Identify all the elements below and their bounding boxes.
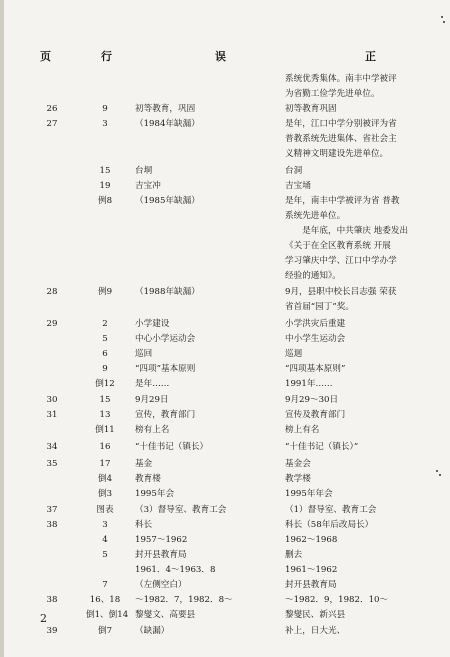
cell-correct: 是年，江口中学分别被评为省 bbox=[285, 119, 397, 129]
cell-error: 榜有上名 bbox=[135, 425, 170, 435]
table-row bbox=[0, 457, 450, 471]
cell-error: 1995年会 bbox=[135, 489, 175, 499]
cell-page: 26 bbox=[46, 104, 58, 114]
cell-correct: （1）督导室、教育工会 bbox=[285, 505, 377, 515]
cell-correct: 系统先进单位。 bbox=[285, 211, 346, 221]
cell-page: 38 bbox=[46, 520, 58, 530]
cell-correct: 吉宝埇 bbox=[285, 181, 311, 191]
cell-error: ～1982．7，1982．8～ bbox=[135, 595, 233, 605]
cell-line: 倒11 bbox=[95, 425, 115, 435]
table-row bbox=[0, 563, 450, 577]
cell-line: 19 bbox=[99, 181, 111, 191]
header-page: 页 bbox=[40, 50, 51, 63]
page-number: 2 bbox=[40, 612, 47, 625]
cell-line: 倒7 bbox=[97, 626, 113, 636]
cell-error: （1984年缺漏） bbox=[135, 119, 200, 129]
table-row bbox=[0, 548, 450, 562]
table-row bbox=[0, 487, 450, 501]
cell-correct: 9月，县职中校长吕志强 荣获 bbox=[285, 287, 397, 297]
cell-error: 中心小学运动会 bbox=[135, 334, 196, 344]
cell-page: 37 bbox=[46, 505, 58, 515]
table-row bbox=[0, 285, 450, 299]
cell-correct: 巡迴 bbox=[285, 349, 303, 359]
cell-error: 吉宝冲 bbox=[135, 181, 161, 191]
cell-line: 3 bbox=[102, 119, 108, 129]
cell-page: 38 bbox=[46, 595, 58, 605]
table-row bbox=[0, 347, 450, 361]
table-row bbox=[0, 117, 450, 131]
cell-line: 5 bbox=[102, 550, 108, 560]
cell-line: 例9 bbox=[97, 287, 113, 297]
cell-line: 倒3 bbox=[97, 489, 113, 499]
cell-correct: 1995年年会 bbox=[285, 489, 333, 499]
cell-correct: 省首届“园丁”奖。 bbox=[285, 302, 354, 312]
cell-correct: 小学洪灾后重建 bbox=[285, 319, 346, 329]
cell-line: 17 bbox=[99, 459, 111, 469]
cell-correct: 是年底，中共肇庆 地委发出 bbox=[285, 226, 409, 236]
cell-line: 15 bbox=[99, 166, 111, 176]
cell-error: 黎燮文、高要县 bbox=[135, 610, 196, 620]
cell-error: （缺漏） bbox=[135, 626, 170, 636]
cell-line: 4 bbox=[102, 535, 108, 545]
table-row bbox=[0, 408, 450, 422]
table-row bbox=[0, 624, 450, 638]
cell-correct: 封开县教育局 bbox=[285, 580, 337, 590]
cell-line: 倒1、倒14 bbox=[86, 610, 129, 620]
cell-correct: 黎燮民、新兴县 bbox=[285, 610, 346, 620]
table-row bbox=[0, 254, 450, 268]
cell-error: （3）督导室、教育工会 bbox=[135, 505, 227, 515]
table-row bbox=[0, 503, 450, 517]
cell-line: 7 bbox=[102, 580, 108, 590]
cell-error: “十佳书记（镇长） bbox=[135, 442, 209, 452]
table-row bbox=[0, 423, 450, 437]
cell-error: 宣传，教育部门 bbox=[135, 410, 196, 420]
cell-error: 台垌 bbox=[135, 166, 153, 176]
table-row bbox=[0, 194, 450, 208]
cell-correct: 《关于在全区教育系统 开展 bbox=[285, 241, 391, 251]
table-row bbox=[0, 72, 450, 86]
scan-speck bbox=[439, 474, 441, 476]
cell-page: 30 bbox=[46, 395, 58, 405]
cell-line: 16、18 bbox=[89, 595, 121, 605]
cell-correct: 宣传及教育部门 bbox=[285, 410, 346, 420]
cell-page: 27 bbox=[46, 119, 58, 129]
cell-error: 9月29日 bbox=[135, 395, 169, 405]
table-row bbox=[0, 164, 450, 178]
cell-error: 1957～1962 bbox=[135, 535, 188, 545]
cell-correct: 初等教育巩固 bbox=[285, 104, 337, 114]
cell-line: 5 bbox=[102, 334, 108, 344]
table-row bbox=[0, 147, 450, 161]
cell-correct: “四项基本原则” bbox=[285, 364, 346, 374]
cell-correct: 9月29～30日 bbox=[285, 395, 339, 405]
cell-line: 图表 bbox=[96, 505, 114, 515]
cell-page: 29 bbox=[46, 319, 58, 329]
header-line: 行 bbox=[101, 50, 112, 63]
table-row bbox=[0, 377, 450, 391]
table-row bbox=[0, 593, 450, 607]
cell-line: 15 bbox=[99, 395, 111, 405]
cell-error: 基金 bbox=[135, 459, 153, 469]
cell-page: 31 bbox=[46, 410, 58, 420]
cell-correct: 1991年…… bbox=[285, 379, 333, 389]
cell-correct: 台洞 bbox=[285, 166, 303, 176]
cell-correct: 义精神文明建设先进单位。 bbox=[285, 149, 389, 159]
cell-correct: 是年，南丰中学被评为省 普教 bbox=[285, 196, 400, 206]
table-row bbox=[0, 578, 450, 592]
table-row bbox=[0, 518, 450, 532]
cell-error: “四项”基本原则 bbox=[135, 364, 196, 374]
cell-correct: 经验的通知》。 bbox=[285, 271, 341, 281]
cell-correct: 系统优秀集体。南丰中学被评 bbox=[285, 74, 397, 84]
cell-correct: 基金会 bbox=[285, 459, 311, 469]
table-row bbox=[0, 332, 450, 346]
cell-correct: 普教系统先进集体、省社会主 bbox=[285, 134, 397, 144]
table-row bbox=[0, 362, 450, 376]
cell-error: （左侧空白） bbox=[135, 580, 187, 590]
cell-page: 39 bbox=[46, 626, 58, 636]
table-row bbox=[0, 317, 450, 331]
cell-line: 例8 bbox=[97, 196, 113, 206]
cell-line: 16 bbox=[99, 442, 111, 452]
cell-correct: 删去 bbox=[285, 550, 303, 560]
cell-error: 巡回 bbox=[135, 349, 153, 359]
cell-error: 是年…… bbox=[135, 379, 170, 389]
cell-line: 13 bbox=[99, 410, 111, 420]
cell-correct: 教学楼 bbox=[285, 474, 311, 484]
cell-correct: 1962～1968 bbox=[285, 535, 338, 545]
cell-correct: 学习肇庆中学、江口中学办学 bbox=[285, 256, 397, 266]
cell-error: 初等教育，巩固 bbox=[135, 104, 196, 114]
cell-correct: “十佳书记（镇长）” bbox=[285, 442, 359, 452]
table-row bbox=[0, 608, 450, 622]
cell-line: 6 bbox=[102, 349, 108, 359]
cell-page: 28 bbox=[46, 287, 58, 297]
cell-line: 9 bbox=[102, 364, 108, 374]
cell-correct: 科长（58年后改局长） bbox=[285, 520, 374, 530]
cell-error: 1961．4～1963．8 bbox=[135, 565, 216, 575]
cell-correct: 榜上有名 bbox=[285, 425, 320, 435]
cell-page: 35 bbox=[46, 459, 58, 469]
cell-correct: 中小学生运动会 bbox=[285, 334, 346, 344]
table-row bbox=[0, 209, 450, 223]
cell-line: 3 bbox=[102, 520, 108, 530]
scan-speck bbox=[441, 16, 443, 18]
cell-error: 小学建设 bbox=[135, 319, 170, 329]
table-row bbox=[0, 87, 450, 101]
header-error: 误 bbox=[215, 50, 226, 63]
table-row bbox=[0, 239, 450, 253]
table-row bbox=[0, 132, 450, 146]
table-row bbox=[0, 472, 450, 486]
cell-correct: 补上，日大光、 bbox=[285, 626, 346, 636]
table-row bbox=[0, 533, 450, 547]
cell-error: （1988年缺漏） bbox=[135, 287, 200, 297]
table-row bbox=[0, 440, 450, 454]
table-row bbox=[0, 300, 450, 314]
cell-line: 9 bbox=[102, 104, 108, 114]
scan-speck bbox=[436, 470, 438, 472]
table-row bbox=[0, 224, 450, 238]
cell-correct: 为省勤工俭学先进单位。 bbox=[285, 89, 380, 99]
table-row bbox=[0, 269, 450, 283]
cell-page: 34 bbox=[46, 442, 58, 452]
scan-speck bbox=[443, 21, 445, 23]
cell-line: 倒12 bbox=[95, 379, 115, 389]
cell-error: 教育楼 bbox=[135, 474, 161, 484]
header-correct: 正 bbox=[365, 50, 376, 63]
cell-error: （1985年缺漏） bbox=[135, 196, 200, 206]
table-row bbox=[0, 179, 450, 193]
cell-error: 科长 bbox=[135, 520, 153, 530]
cell-line: 2 bbox=[102, 319, 108, 329]
table-row bbox=[0, 393, 450, 407]
cell-correct: ～1982．9，1982．10～ bbox=[285, 595, 389, 605]
cell-error: 封开县教育局 bbox=[135, 550, 187, 560]
table-row bbox=[0, 102, 450, 116]
cell-line: 倒4 bbox=[97, 474, 113, 484]
cell-correct: 1961～1962 bbox=[285, 565, 338, 575]
